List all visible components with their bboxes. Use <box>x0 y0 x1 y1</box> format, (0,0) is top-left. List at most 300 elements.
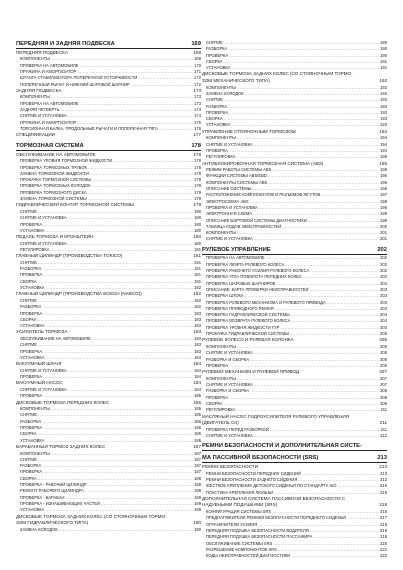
toc-entry-title: ВАКУУМНЫЙ ШЛАНГ <box>16 361 63 367</box>
toc-page-number: 169 <box>193 49 201 55</box>
toc-page-number: 202 <box>380 268 387 274</box>
toc-page-number: 203 <box>380 299 387 305</box>
toc-entry-title: ПРОВЕРКА ТОРМОЗНЫХ ТРУБОК <box>20 164 87 170</box>
toc-right-column <box>202 40 387 559</box>
toc-page-number: 193 <box>380 97 387 103</box>
toc-entry-title: ЗОМ ГИДРАВЛИЧЕСКОГО ТИПА) <box>16 520 89 526</box>
toc-entry-title: УСТАНОВКА <box>20 323 45 329</box>
toc-entry-title: ПРОВЕРКА УРОВНЯ ТОРМОЗНОЙ ЖИДКОСТИ <box>20 158 113 164</box>
toc-entry-title: СНЯТИЕ И УСТАНОВКА <box>206 350 253 356</box>
toc-page-number: 195 <box>380 154 387 160</box>
toc-entry-title: РАЗБОРКА И СБОРКА <box>206 356 250 362</box>
toc-page-number: 183 <box>193 329 201 335</box>
toc-page-number: 181 <box>193 253 201 259</box>
toc-page-number: 190 <box>380 52 387 58</box>
toc-page-number: 182 <box>194 285 201 291</box>
toc-page-number: 199 <box>380 211 387 217</box>
toc-page-number: 187 <box>194 450 201 456</box>
toc-entry-title: ПЕРЕДНЯЯ ПОДУШКА БЕЗОПАСНОСТИ ВОДИТЕЛЯ <box>206 527 309 533</box>
toc-entry-title: РАЗРЕШЕНИЕ КОМПОНЕНТОВ SRS <box>206 546 277 552</box>
toc-page-number: 209 <box>380 400 387 406</box>
toc-subsection <box>16 520 201 527</box>
toc-entry-title: СНЯТИЕ И УСТАНОВКА <box>20 113 67 119</box>
toc-page-number: 190 <box>194 526 201 532</box>
toc-subsection <box>16 50 201 57</box>
toc-entry-title: СНЯТИЕ <box>20 342 38 348</box>
toc-page-number: 209 <box>380 394 387 400</box>
toc-entry-title: ОПИСАНИЕ СИСТЕМЫ <box>206 186 252 192</box>
toc-entry-title: ОБСЛУЖИВАНИЕ НА АВТОМОБИЛЕ <box>20 336 91 342</box>
toc-page-number: 215 <box>380 483 387 489</box>
toc-entry-title: ГИДРАВЛИЧЕСКИЙ КОНТУР ТОРМОЗНОЙ СИСТЕМЫ <box>16 202 135 208</box>
toc-entry-title: КОДЫ НЕИСПРАВНОСТЕЙ ДИАГНОСТИКИ <box>206 553 291 559</box>
toc-entry-title: ПРУЖИНА И АМОРТИЗАТОР <box>20 68 77 74</box>
toc-page-number: 202 <box>380 255 387 261</box>
toc-entry-title: КОМПОНЕНТЫ <box>206 375 236 381</box>
toc-entry-title: РАЗБОРКА <box>20 463 42 469</box>
toc-page-number: 207 <box>380 375 387 381</box>
toc-entry-title: СНЯТИЕ И УСТАНОВКА <box>20 367 67 373</box>
toc-page-number: 211 <box>380 407 387 413</box>
toc-entry-title: ПРОВЕРКА ШАРОВЫХ ШАРНИРОВ <box>206 280 276 286</box>
toc-page-number: 186 <box>194 431 201 437</box>
toc-left-column <box>16 40 201 533</box>
toc-subsection <box>202 78 387 85</box>
toc-page-number: 178 <box>194 170 201 176</box>
toc-page-number: 206 <box>380 362 387 368</box>
toc-page-number: 193 <box>380 116 387 122</box>
toc-entry-title: ОГРАНИЧИТЕЛИ УСИЛИЯ <box>206 521 258 527</box>
toc-page-number: 216 <box>379 502 387 508</box>
toc-subsection <box>16 234 201 241</box>
toc-entry-title: СНЯТИЕ <box>206 97 224 103</box>
toc-entry-title: СБОРКА <box>20 316 37 322</box>
toc-page-number: 188 <box>194 488 201 494</box>
toc-page-number: 169 <box>194 56 201 62</box>
toc-page-number: 178 <box>194 177 201 183</box>
toc-page-number: 183 <box>194 310 201 316</box>
toc-entry-title: ПРОВЕРКА ВОЗВРАТА РУЛЕВОГО КОЛЕСА <box>206 318 291 324</box>
toc-page-number: 181 <box>194 272 201 278</box>
toc-entry-title: РАСПОЛОЖЕНИЕ КОМПОНЕНТОВ И РАЗЪЕМОВ ЖГУТОВ <box>206 192 321 198</box>
toc-page-number: 177 <box>193 132 201 138</box>
toc-entry <box>202 553 387 559</box>
toc-entry-title: СНЯТИЕ И УСТАНОВКА <box>206 236 253 242</box>
toc-page-number: 221 <box>380 546 387 552</box>
toc-page-number: 188 <box>194 482 201 488</box>
toc-entry-title: ПЕРЕДНЯЯ ПОДУШКА БЕЗОПАСНОСТИ ПАССАЖИРА <box>206 534 313 540</box>
toc-page-number: 178 <box>193 151 201 157</box>
toc-dot-leader <box>46 323 194 329</box>
toc-page-number: 219 <box>380 527 387 533</box>
toc-page-number: 180 <box>194 208 201 214</box>
toc-entry-title: ГЛАВНЫЙ ЦИЛИНДР (ПРОИЗВОДСТВА TOKICO) <box>16 253 123 259</box>
toc-page-number: 180 <box>194 215 201 221</box>
toc-page-number: 192 <box>379 78 387 84</box>
toc-page-number: 207 <box>380 382 387 388</box>
toc-page-number: 211 <box>380 426 387 432</box>
toc-page-number: 194 <box>380 147 387 153</box>
toc-entry-title: ОБСЛУЖИВАНИЕ НА АВТОМОБИЛЕ <box>16 151 96 157</box>
toc-page-number: 202 <box>380 274 387 280</box>
toc-entry-title: ЗАДНЯЯ ЧЕТВЕРТЬ <box>20 107 60 113</box>
toc-page-number: 189 <box>194 507 201 513</box>
toc-entry-title: СБОРКА <box>206 400 223 406</box>
toc-entry-title: СБОРКА <box>20 475 37 481</box>
toc-subsection <box>16 132 201 139</box>
toc-entry-title: КОМПОНЕНТЫ <box>20 56 50 62</box>
toc-entry-title: СНЯТИЕ И УСТАНОВКА <box>20 240 67 246</box>
toc-entry-title: ЗОМ МЕХАНИЧЕСКОГО ТИПА) <box>202 78 270 84</box>
toc-entry-title: СПЕЦИФИКАЦИИ <box>16 132 55 138</box>
toc-entry-title: ОБСЛУЖИВАНИЕ СИСТЕМЫ SRS <box>206 540 273 546</box>
toc-page-number: 178 <box>191 142 201 149</box>
toc-page-number: 213 <box>377 455 387 462</box>
toc-entry-title: ПРОВЕРКА ГИДРАВЛИЧЕСКОЙ СИСТЕМЫ <box>206 312 290 318</box>
toc-page-number: 172 <box>194 81 201 87</box>
toc-entry-title: РАЗБОРКА <box>20 304 42 310</box>
toc-page-number: 181 <box>194 266 201 272</box>
toc-entry-title: ТОРСИОННАЯ БАЛКА, ПРОДОЛЬНЫЕ РЫЧАГИ И ПОПЕРЕЧНАЯ ТЯГА <box>20 125 158 131</box>
toc-page-number: 186 <box>194 425 201 431</box>
toc-entry-title: РЕГУЛИРОВКА <box>206 407 236 413</box>
toc-entry-title: РЕМНИ БЕЗОПАСНОСТИ ЗАДНЕГО СИДЕНИЯ <box>206 476 298 482</box>
toc-entry-title: КОМПОНЕНТЫ СИСТЕМЫ ABS <box>206 179 268 185</box>
toc-entry-title: ТОРМОЗНАЯ СИСТЕМА <box>16 142 84 149</box>
toc-entry-title: ПРОВЕРКА <box>20 425 43 431</box>
toc-page-number: 181 <box>194 246 201 252</box>
toc-page-number: 172 <box>194 75 201 81</box>
toc-page-number: 202 <box>377 246 387 253</box>
toc-page-number: 190 <box>193 520 201 526</box>
toc-entry-title: КОМПОНЕНТЫ <box>206 230 236 236</box>
toc-page-number: 180 <box>193 234 201 240</box>
toc-entry-title: ПРОКАЧКА ГИДРАВЛИЧЕСКОЙ СИСТЕМЫ <box>206 331 289 337</box>
toc-entry-title: ЗАМЕНА КОЛОДОК <box>20 526 58 532</box>
toc-page-number: 182 <box>193 291 201 297</box>
toc-entry-title: ЖЕСТКОЕ КРЕПЛЕНИЕ ДЕТСКОГО СИДЕНЬЯ ПО СТАНДАРТУ ISO <box>206 483 337 489</box>
toc-page-number: 194 <box>380 135 387 141</box>
toc-subsection <box>202 414 387 421</box>
toc-entry-title: ЭЛЕКТРОННАЯ СХЕМА <box>206 211 252 217</box>
toc-entry-title: РЕМОНТ РАБОЧЕГО ЦИЛИНДРА <box>20 488 84 494</box>
toc-entry-title: РУЛЕВОЙ МЕХАНИЗМ И РУЛЕВОЙ ПРИВОД <box>202 369 299 375</box>
toc-page-number: 184 <box>194 367 201 373</box>
toc-subsection <box>202 496 387 503</box>
toc-entry-title: ЗАМЕНА КОЛОДОК <box>206 90 244 96</box>
toc-entry-title: ПРУЖИНА И АМОРТИЗАТОР <box>20 119 77 125</box>
toc-entry-title: СНЯТИЕ И УСТАНОВКА <box>20 215 67 221</box>
toc-dot-leader <box>131 82 194 88</box>
toc-entry-title: РАЗБОРКА <box>206 46 228 52</box>
toc-page-number: 181 <box>194 259 201 265</box>
toc-page-number: 208 <box>380 388 387 394</box>
toc-entry-title: ПРОВЕРКА И УСТАНОВКА <box>206 204 258 210</box>
toc-page-number: 195 <box>380 167 387 173</box>
toc-entry-title: КОМПОНЕНТЫ <box>206 84 236 90</box>
toc-page-number: 192 <box>380 90 387 96</box>
toc-page-number: 178 <box>194 158 201 164</box>
toc-page-number: 216 <box>380 509 387 515</box>
toc-page-number: 222 <box>380 553 387 559</box>
toc-entry-title: РЕГУЛИРОВКА <box>206 154 236 160</box>
toc-page-number: 185 <box>194 412 201 418</box>
toc-page-number: 179 <box>194 196 201 202</box>
toc-entry-title: ЗАМЕНА ТОРМОЗНОЙ СИСТЕМЫ <box>20 196 87 202</box>
toc-entry-title: ПРОВЕРКА УГЛА ПОВОРОТА ПЕРЕДНИХ КОЛЕС <box>206 274 302 280</box>
toc-entry-title: ПРОВЕРКА - ИЗНАШИВАЮЩИХ ЧАСТЕЙ <box>20 500 100 506</box>
toc-entry-title: СБОРКА <box>206 116 223 122</box>
toc-page-number: 195 <box>379 160 387 166</box>
toc-page-number: 187 <box>194 456 201 462</box>
toc-entry-title: СНЯТИЕ И УСТАНОВКА <box>206 382 253 388</box>
toc-page-number: 189 <box>194 494 201 500</box>
toc-entry-title: СБОРКА <box>206 58 223 64</box>
toc-page-number: 179 <box>194 183 201 189</box>
toc-page-number: 184 <box>193 380 201 386</box>
toc-entry-title: ТАБЛИЦА КОДОВ НЕИСПРАВНОСТЕЙ <box>206 223 282 229</box>
toc-entry-title: УСТАНОВКА <box>206 122 231 128</box>
toc-entry-title: ПРОВЕРКА - БАРАБАН <box>20 494 65 500</box>
toc-page-number: 193 <box>380 103 387 109</box>
toc-entry-title: СНЯТИЕ <box>20 456 38 462</box>
toc-entry-title: ПРОВЕРКА <box>20 374 43 380</box>
toc-page-number: 171 <box>194 68 201 74</box>
toc-page-number: 180 <box>194 240 201 246</box>
toc-page-number: 182 <box>194 304 201 310</box>
toc-entry-title: (ДВИГАТЕЛЬ G4) <box>202 420 239 426</box>
toc-page-number: 197 <box>380 192 387 198</box>
toc-page-number: 190 <box>380 40 387 45</box>
toc-dot-leader <box>46 355 194 361</box>
toc-entry-title: РУЛЕВОЕ УПРАВЛЕНИЕ <box>202 246 271 253</box>
toc-page-number: 186 <box>194 418 201 424</box>
toc-page-number: 205 <box>380 343 387 349</box>
toc-subsection <box>16 152 201 159</box>
toc-entry-title: УПРАВЛЕНИЕ СТОЯНОЧНЫМ ТОРМОЗОМ <box>202 128 296 134</box>
toc-entry-title: СНЯТИЕ И УСТАНОВКА <box>206 141 253 147</box>
toc-dot-leader <box>159 126 193 132</box>
toc-entry-title: МАСЛЯНЫЙ НАСОС ГИДРОУСИЛИТЕЛЯ РУЛЕВОГО УПРАВЛЕНИЯ <box>202 413 350 419</box>
toc-page-number: 179 <box>193 202 201 208</box>
toc-entry-title: КОМПОНЕНТЫ <box>206 135 236 141</box>
toc-entry-title: ПРОВЕРКА <box>206 394 229 400</box>
toc-page-number: 191 <box>380 65 387 71</box>
toc-entry-title: МА ПАССИВНОЙ БЕЗОПАСНОСТИ (SRS) <box>202 455 319 462</box>
toc-page-number: 183 <box>194 348 201 354</box>
toc-page-number: 194 <box>380 141 387 147</box>
toc-page-number: 183 <box>194 342 201 348</box>
toc-entry-title: ГЛАВНЫЙ ЦИЛИНДР (ПРОИЗВОДСТВА BOSCH (NABCO)) <box>16 291 142 297</box>
toc-page-number: 196 <box>380 179 387 185</box>
toc-section-heading <box>16 142 201 151</box>
toc-entry <box>202 433 387 439</box>
toc-page-number: 187 <box>194 463 201 469</box>
toc-entry-title: РЕМНИ БЕЗОПАСНОСТИ <box>202 464 258 470</box>
toc-subsection <box>202 129 387 136</box>
toc-page-number: 213 <box>380 470 387 476</box>
toc-entry-title: УСТАНОВКА <box>20 354 45 360</box>
toc-page-number: 169 <box>191 41 201 47</box>
toc-page-number: 206 <box>380 356 387 362</box>
toc-page-number: 215 <box>380 489 387 495</box>
toc-entry-title: ФУНКЦИИ СИСТЕМЫ ABS/EBD <box>206 173 267 179</box>
toc-subsection <box>202 464 387 471</box>
toc-entry-title: ПРЕДНАТЯЖИТЕЛИ РЕМНЕЙ БЕЗОПАСНОСТИ ПЕРЕДНЕГО СИДЕНЬЯ <box>206 515 347 521</box>
toc-subsection <box>16 329 201 336</box>
toc-entry-title: ПРОВЕРКА <box>206 52 229 58</box>
toc-entry-title: УСИЛИТЕЛЬ ТОРМОЗА <box>16 329 68 335</box>
toc-entry-title: ПЕРЕДНЯЯ И ЗАДНЯЯ ПОДВЕСКА <box>16 41 115 47</box>
toc-page-number: 184 <box>193 361 201 367</box>
toc-page-number: 184 <box>194 354 201 360</box>
toc-entry-title: ПРОВЕРКА НА АВТОМОБИЛЕ <box>20 100 79 106</box>
toc-page-number: 184 <box>194 387 201 392</box>
toc-page-number: 189 <box>194 500 201 506</box>
toc-entry-title: ПРОВЕРКА <box>20 272 43 278</box>
toc-entry-title: СНЯТИЕ <box>20 208 38 214</box>
toc-entry-title: РАЗБОРКА <box>206 103 228 109</box>
toc-entry-title: КОНФИГУРАЦИЯ СИСТЕМЫ SRS <box>206 509 272 515</box>
toc-dot-leader <box>291 553 379 559</box>
toc-page-number: 170 <box>194 62 201 68</box>
toc-entry-title: УСТАНОВКА <box>20 437 45 443</box>
toc-entry-title: ОПИСАНИЕ БОРТОВОЙ СИСТЕМЫ ДИАГНОСТИКИ <box>206 217 307 223</box>
toc-entry-title: КОМПОНЕНТЫ <box>20 94 50 100</box>
toc-subsection <box>16 202 201 209</box>
toc-page-number: 213 <box>380 476 387 482</box>
toc-page-number: 179 <box>194 189 201 195</box>
toc-dot-leader <box>59 527 193 533</box>
toc-page-number: 173 <box>193 87 201 93</box>
toc-page-number: 184 <box>194 374 201 380</box>
toc-page-number: 201 <box>380 236 387 242</box>
toc-page-number: 185 <box>194 406 201 412</box>
toc-page-number: 186 <box>194 437 201 443</box>
toc-subsection <box>16 291 201 298</box>
toc-page-number: 211 <box>379 420 387 426</box>
toc-subsection <box>16 380 201 387</box>
toc-entry-title: ПРОВЕРКА РАБОЧЕГО УСИЛИЯ РУЛЕВОГО КОЛЕСА <box>206 268 310 274</box>
toc-entry-title: ДИСКОВЫЕ ТОРМОЗА ПЕРЕДНИХ КОЛЕС <box>16 399 110 405</box>
toc-entry-title: СБОРКА <box>20 278 37 284</box>
toc-entry-title: ПРОВЕРКА ЛЮФТА РУЛЕВОГО КОЛЕСА <box>206 261 285 267</box>
toc-page-number: 198 <box>380 204 387 210</box>
toc-entry-title: СНЯТИЕ <box>20 412 38 418</box>
toc-entry-title: УСТАНОВКА <box>20 507 45 513</box>
toc-section-heading <box>202 442 387 451</box>
toc-entry-title: ЗАДНЯЯ ПОДВЕСКА <box>16 87 62 93</box>
toc-entry-title: ПРОВЕРКА <box>206 147 229 153</box>
toc-entry-title: СБОРКА <box>20 431 37 437</box>
toc-page-number: 194 <box>379 128 387 134</box>
toc-entry-title: СНЯТИЕ И УСТАНОВКА <box>20 387 67 392</box>
toc-page-number: 204 <box>380 324 387 330</box>
toc-subsection <box>202 502 387 509</box>
toc-entry <box>16 527 201 533</box>
toc-page-number: 203 <box>380 286 387 292</box>
toc-entry-title: ШТАНГА СТАБИЛИЗАТОРА ПОПЕРЕЧНОЙ УСТОЙЧИВОСТИ <box>20 75 138 81</box>
toc-page-number: 198 <box>380 198 387 204</box>
toc-subsection <box>16 400 201 407</box>
toc-entry-title: РЕМНИ БЕЗОПАСНОСТИ ПЕРЕДНИХ СИДЕНИЙ <box>206 470 301 476</box>
toc-entry-title: БАРАБАННЫЙ ТОРМОЗ ЗАДНИХ КОЛЕС <box>16 443 106 449</box>
toc-page-number: 185 <box>193 399 201 405</box>
toc-entry-title: ПРОВЕРКА ПЕРЕД РАЗБОРКОЙ <box>206 426 269 432</box>
toc-entry-title: ДИСКОВЫЕ ТОРМОЗА ЗАДНИХ КОЛЕС (СО СТОЯНОЧНЫМ ТОРМО- <box>202 71 353 77</box>
toc-entry-title: ПРОВЕРКА ТОРМОЗНОГО ДИСКА <box>20 189 87 195</box>
toc-entry-title: ПРОВЕРКА <box>20 348 43 354</box>
toc-subsection <box>202 369 387 376</box>
toc-page-number: 199 <box>380 217 387 223</box>
toc-entry-title: ДИСКОВЫЕ ТОРМОЗА ЗАДНИХ КОЛЕС (СО СТОЯНОЧНЫМ ТОРМО- <box>16 513 167 519</box>
toc-entry-title: РЕМНИ БЕЗОПАСНОСТИ И ДОПОЛНИТЕЛЬНАЯ СИСТЕ- <box>202 443 362 450</box>
toc-page-number: 180 <box>194 221 201 227</box>
toc-page-number: 193 <box>380 122 387 128</box>
toc-entry-title: УСТАНОВКА <box>20 285 45 291</box>
toc-page-number: 213 <box>379 464 387 470</box>
toc-entry-title: ПЕДАЛЬ ТОРМОЗА И КРОНШТЕЙН <box>16 234 94 240</box>
toc-entry-title: ПОПЕРЕЧНЫЙ РЫЧАГ И НИЖНИЙ ШАРОВОЙ ШАРНИР <box>20 81 130 87</box>
toc-entry-title: ПРОВЕРКА - РАБОЧИЙ ЦИЛИНДР <box>20 482 87 488</box>
toc-entry-title: ПРОВЕРКА <box>20 310 43 316</box>
toc-entry-title: АНТИБЛОКИРОВОЧНАЯ ТОРМОЗНАЯ СИСТЕМА (ABS) <box>202 160 324 166</box>
toc-entry-title: ПРОВЕРКА <box>206 362 229 368</box>
toc-entry-title: ПЛАСТИНА КРЕПЛЕНИЯ ЛЮЛЬКИ <box>206 489 273 495</box>
toc-entry-title: КОМПОНЕНТЫ <box>20 450 50 456</box>
toc-page-number: 173 <box>194 94 201 100</box>
toc-subsection <box>202 337 387 344</box>
toc-entry-title: ПРОВЕРКА <box>206 109 229 115</box>
toc-entry-title: ВАКУУМНЫЙ НАСОС <box>16 380 63 386</box>
toc-page-number: 218 <box>380 521 387 527</box>
toc-page-number: 173 <box>194 100 201 106</box>
toc-entry-title: ПРОВЕРКА ШТОКА <box>206 293 244 299</box>
toc-entry-title: ПРОВЕРКА <box>20 221 43 227</box>
toc-subsection <box>16 88 201 95</box>
toc-entry-title: ПРОКАЧКА ТОРМОЗНОЙ СИСТЕМЫ <box>20 177 91 183</box>
toc-page-number: 202 <box>380 261 387 267</box>
toc-entry-title: ПЕРЕДНЯЯ ПОДВЕСКА <box>16 49 68 55</box>
toc-subsection <box>16 514 201 521</box>
toc-subsection <box>16 444 201 451</box>
toc-page-number: 176 <box>194 125 201 131</box>
toc-page-number: 192 <box>380 84 387 90</box>
toc-entry-title: ДОПОЛНИТЕЛЬНАЯ СИСТЕМА ПАССИВНОЙ БЕЗОПАСНОСТИ С <box>202 495 346 501</box>
toc-page-number: 183 <box>194 336 201 342</box>
toc-page-number: 204 <box>380 312 387 318</box>
toc-entry-title: РЕЖИМ РАБОТЫ СИСТЕМЫ ABS <box>206 167 272 173</box>
toc-entry-title: РАЗБОРКА И СБОРКА <box>206 388 250 394</box>
toc-page-number: 183 <box>194 316 201 322</box>
toc-page-number: 205 <box>380 350 387 356</box>
toc-page-number: 204 <box>380 318 387 324</box>
toc-page-number: 220 <box>380 540 387 546</box>
toc-page-number: 203 <box>380 305 387 311</box>
toc-page-number: 188 <box>194 475 201 481</box>
toc-entry-title: ПРОВЕРКА ТОРМОЗНЫХ КОЛОДОК <box>20 183 91 189</box>
toc-entry-title: СНЯТИЕ <box>20 259 38 265</box>
toc-page-number: 207 <box>379 369 387 375</box>
toc-entry-title: НАДУВНЫМИ ПОДУШКАМИ (SRS) <box>202 502 278 508</box>
toc-page-number: 174 <box>194 113 201 119</box>
toc-section-heading <box>202 246 387 255</box>
toc-page-number: 187 <box>193 443 201 449</box>
toc-page-number: 174 <box>194 107 201 113</box>
toc-subsection <box>202 420 387 427</box>
toc-page-number: 175 <box>194 119 201 125</box>
toc-entry-title: РУЛЕВОЕ КОЛЕСО И РУЛЕВАЯ КОЛОНКА <box>202 337 294 343</box>
